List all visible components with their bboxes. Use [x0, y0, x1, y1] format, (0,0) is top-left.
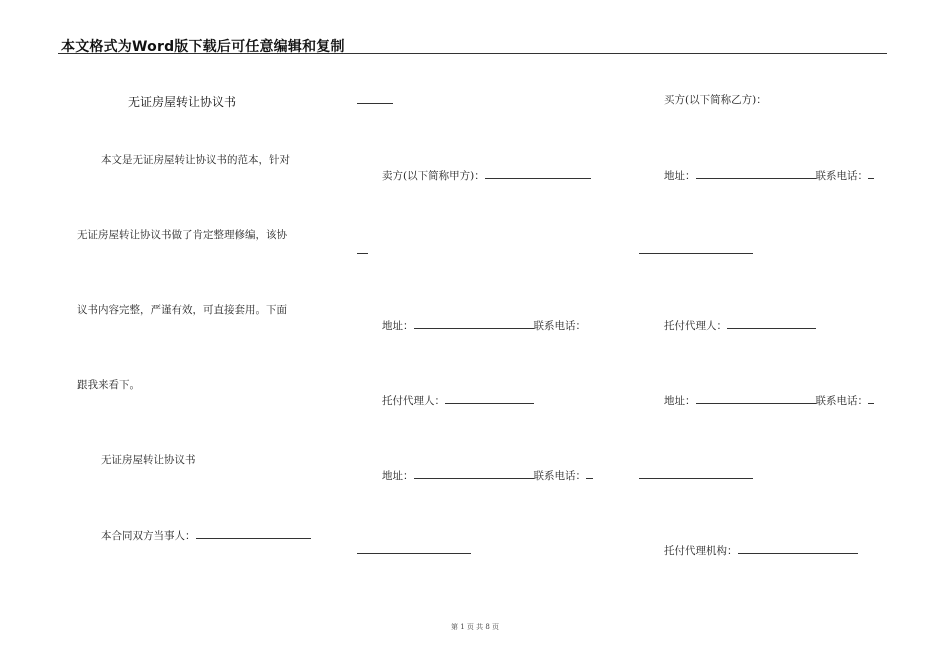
seller-address-label: 地址：: [382, 320, 414, 332]
seller-address-row: [382, 318, 586, 333]
seller-agent-address-label: 地址：: [382, 470, 414, 482]
buyer-agency-row: [664, 543, 858, 558]
buyer-address-label: 地址：: [664, 170, 696, 182]
seller-agent-address-row: [382, 468, 593, 483]
buyer-agent-label: 托付代理人：: [664, 320, 727, 332]
buyer-agent-phone-label: 联系电话：: [815, 395, 868, 407]
intro-line-4: 跟我来看下。: [77, 379, 140, 391]
buyer-agent-address-label: 地址：: [664, 395, 696, 407]
buyer-agent-phone-blank[interactable]: [868, 393, 874, 404]
agreement-subtitle: 无证房屋转让协议书: [101, 454, 196, 466]
seller-agent-phone-blank[interactable]: [586, 468, 593, 479]
buyer-agent-address-blank[interactable]: [696, 393, 816, 404]
header-divider: [58, 53, 887, 54]
seller-overflow-blank: [357, 253, 368, 254]
column2-top-blank: [357, 103, 393, 104]
seller-agent-phone-label: 联系电话：: [533, 470, 586, 482]
buyer-address-row: [664, 168, 874, 183]
seller-agent-row: [382, 393, 534, 408]
seller-phone-label: 联系电话：: [533, 320, 586, 332]
parties-blank[interactable]: [196, 528, 311, 539]
seller-agent-label: 托付代理人：: [382, 395, 445, 407]
seller-agent-phone-overflow-blank: [357, 553, 471, 554]
parties-row: [101, 528, 311, 543]
buyer-address-blank[interactable]: [696, 168, 816, 179]
seller-agent-blank[interactable]: [445, 393, 534, 404]
intro-line-1: 本文是无证房屋转让协议书的范本，针对: [101, 154, 290, 166]
document-header-title: 本文格式为Word版下载后可任意编辑和复制: [61, 39, 345, 55]
buyer-label: 买方(以下简称乙方)：: [664, 94, 767, 106]
intro-line-2: 无证房屋转让协议书做了肯定整理修编，该协: [77, 229, 287, 241]
buyer-agent-phone-overflow-blank: [639, 478, 753, 479]
buyer-agent-blank[interactable]: [727, 318, 816, 329]
buyer-agency-blank[interactable]: [738, 543, 858, 554]
buyer-agency-label: 托付代理机构：: [664, 545, 738, 557]
page-number: 第 1 页 共 8 页: [450, 623, 500, 631]
buyer-phone-blank[interactable]: [868, 168, 874, 179]
buyer-phone-overflow-blank: [639, 253, 753, 254]
seller-agent-address-blank[interactable]: [414, 468, 534, 479]
buyer-phone-label: 联系电话：: [815, 170, 868, 182]
seller-name-blank[interactable]: [485, 168, 591, 179]
seller-label: 卖方(以下简称甲方)：: [382, 170, 485, 182]
seller-row: [382, 168, 591, 183]
seller-address-blank[interactable]: [414, 318, 534, 329]
intro-line-3: 议书内容完整，严谨有效，可直接套用。下面: [77, 304, 287, 316]
buyer-agent-row: [664, 318, 816, 333]
document-title: 无证房屋转让协议书: [128, 95, 237, 109]
buyer-agent-address-row: [664, 393, 874, 408]
parties-label: 本合同双方当事人：: [101, 530, 196, 542]
